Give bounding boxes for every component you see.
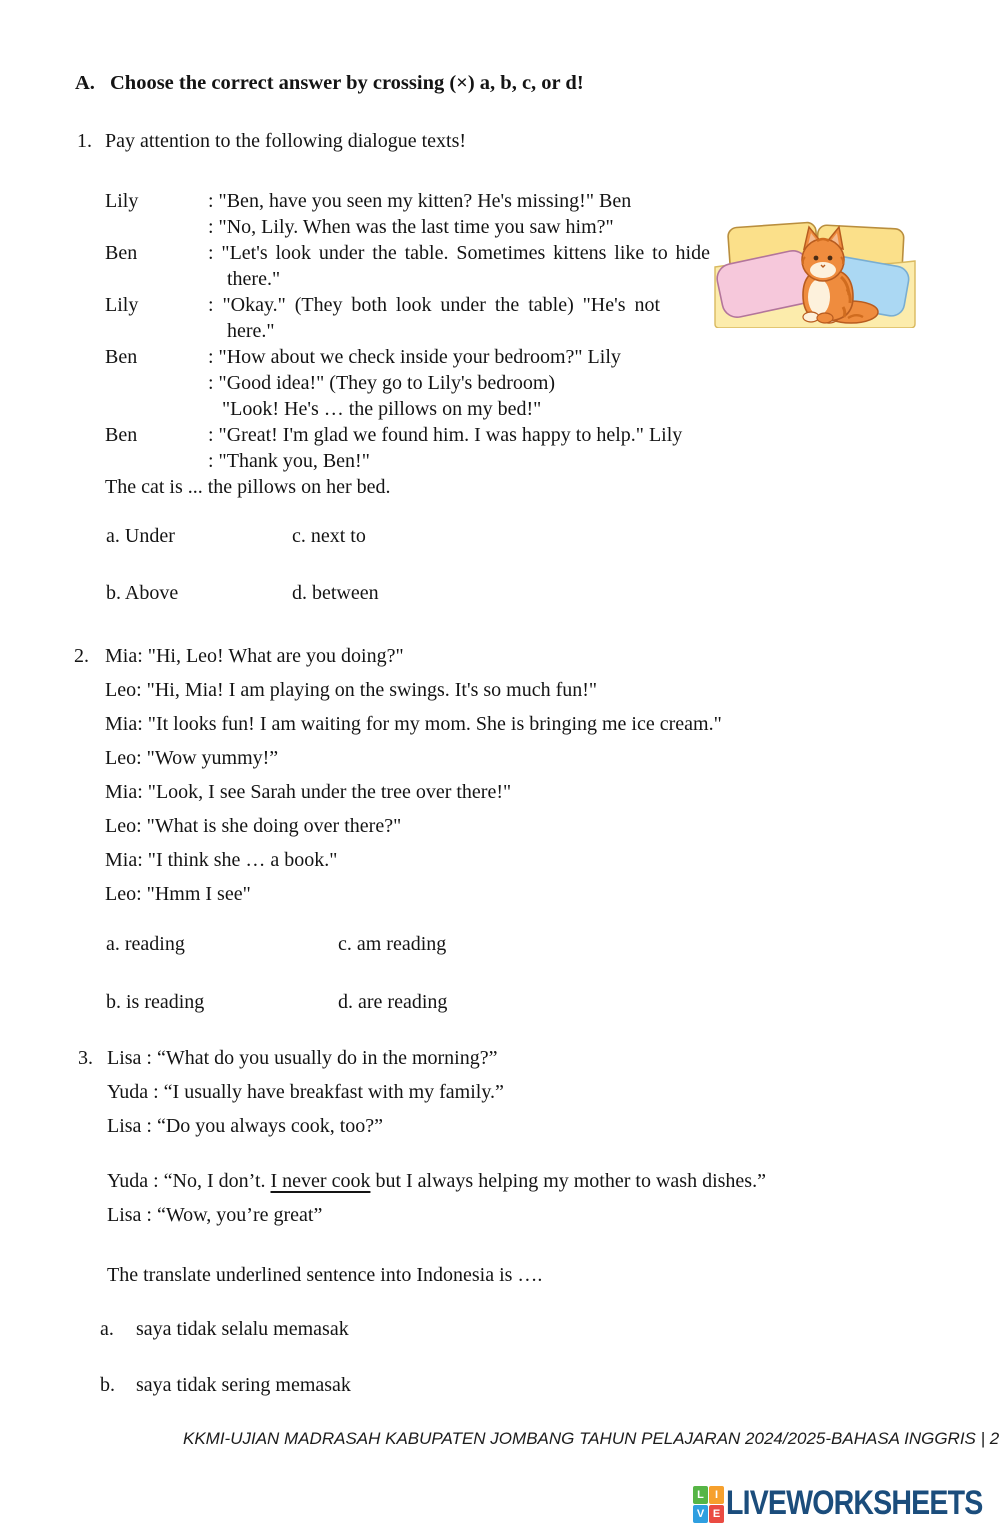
dialogue-line: Lisa : “What do you usually do in the morning?” [107,1047,498,1069]
option-2d[interactable]: d. are reading [338,991,448,1013]
dialogue-line: here." [227,320,275,342]
dialogue-line-underlined: Yuda : “No, I don’t. I never cook but I always helping my mother to wash dishes.” [107,1170,766,1192]
question-3-stem: The translate underlined sentence into Indonesia is …. [107,1264,543,1286]
dialogue-line: Ben : "How about we check inside your bedroom?" Lily [105,346,621,368]
dialogue-line: Lisa : “Wow, you’re great” [107,1204,323,1226]
dialogue-line: : "Good idea!" (They go to Lily's bedroom) [208,372,556,394]
dialogue-line: Lily : "Ben, have you seen my kitten? He's missing!" Ben [105,190,632,212]
page-footer: KKMI-UJIAN MADRASAH KABUPATEN JOMBANG TAHUN PELAJARAN 2024/2025-BAHASA INGGRIS | 2 [183,1429,1000,1448]
dialogue-line: : "No, Lily. When was the last time you saw him?" [208,216,614,238]
dialogue-line: Yuda : “I usually have breakfast with my family.” [107,1081,504,1103]
question-1-stem: The cat is ... the pillows on her bed. [105,476,391,498]
section-title: Choose the correct answer by crossing (×) a, b, c, or d! [110,72,584,94]
option-1b[interactable]: b. Above [106,582,179,604]
logo-square-v: V [693,1505,708,1523]
dialogue-line: Mia: "I think she … a book." [105,849,338,871]
question-3-number: 3. [78,1047,93,1069]
dialogue-line: Mia: "Hi, Leo! What are you doing?" [105,645,404,667]
section-header [75,72,584,95]
option-1a[interactable]: a. Under [106,525,175,547]
option-1d[interactable]: d. between [292,582,379,604]
logo-square-i: I [709,1486,724,1504]
question-1-number: 1. [77,130,92,152]
dialogue-line: Lisa : “Do you always cook, too?” [107,1115,384,1137]
cat-on-bed-image [713,215,917,328]
underlined-phrase: I never cook [270,1170,371,1192]
dialogue-line: "Look! He's … the pillows on my bed!" [222,398,542,420]
dialogue-line: Mia: "It looks fun! I am waiting for my mom. She is bringing me ice cream." [105,713,722,735]
cat-on-bed-illustration [713,215,917,328]
dialogue-line: : "Thank you, Ben!" [208,450,370,472]
dialogue-line: Ben : "Let's look under the table. Sometimes kittens like to hide [105,242,710,264]
dialogue-line: Leo: "Hmm I see" [105,883,251,905]
dialogue-line: there." [227,268,281,290]
option-3a[interactable]: a. saya tidak selalu memasak [100,1318,349,1340]
dialogue-line: Mia: "Look, I see Sarah under the tree over there!" [105,781,512,803]
dialogue-line: Ben : "Great! I'm glad we found him. I was happy to help." Lily [105,424,683,446]
logo-square-e: E [709,1505,724,1523]
liveworksheets-logo-icon [693,1486,724,1523]
option-2a[interactable]: a. reading [106,933,185,955]
option-2b[interactable]: b. is reading [106,991,205,1013]
dialogue-line: Lily : "Okay." (They both look under the table) "He's not [105,294,660,316]
logo-square-l: L [693,1486,708,1504]
option-1c[interactable]: c. next to [292,525,366,547]
dialogue-line: Leo: "Hi, Mia! I am playing on the swings. It's so much fun!" [105,679,598,701]
liveworksheets-wordmark: LIVEWORKSHEETS [726,1484,983,1522]
liveworksheets-logo[interactable] [693,1484,1000,1523]
section-letter: A. [75,72,95,94]
question-1-intro: 1. Pay attention to the following dialogue texts! [77,130,467,152]
dialogue-line: Leo: "What is she doing over there?" [105,815,402,837]
option-2c[interactable]: c. am reading [338,933,447,955]
dialogue-line: Leo: "Wow yummy!” [105,747,279,769]
question-2-number: 2. [74,645,89,667]
option-3b[interactable]: b. saya tidak sering memasak [100,1374,351,1396]
